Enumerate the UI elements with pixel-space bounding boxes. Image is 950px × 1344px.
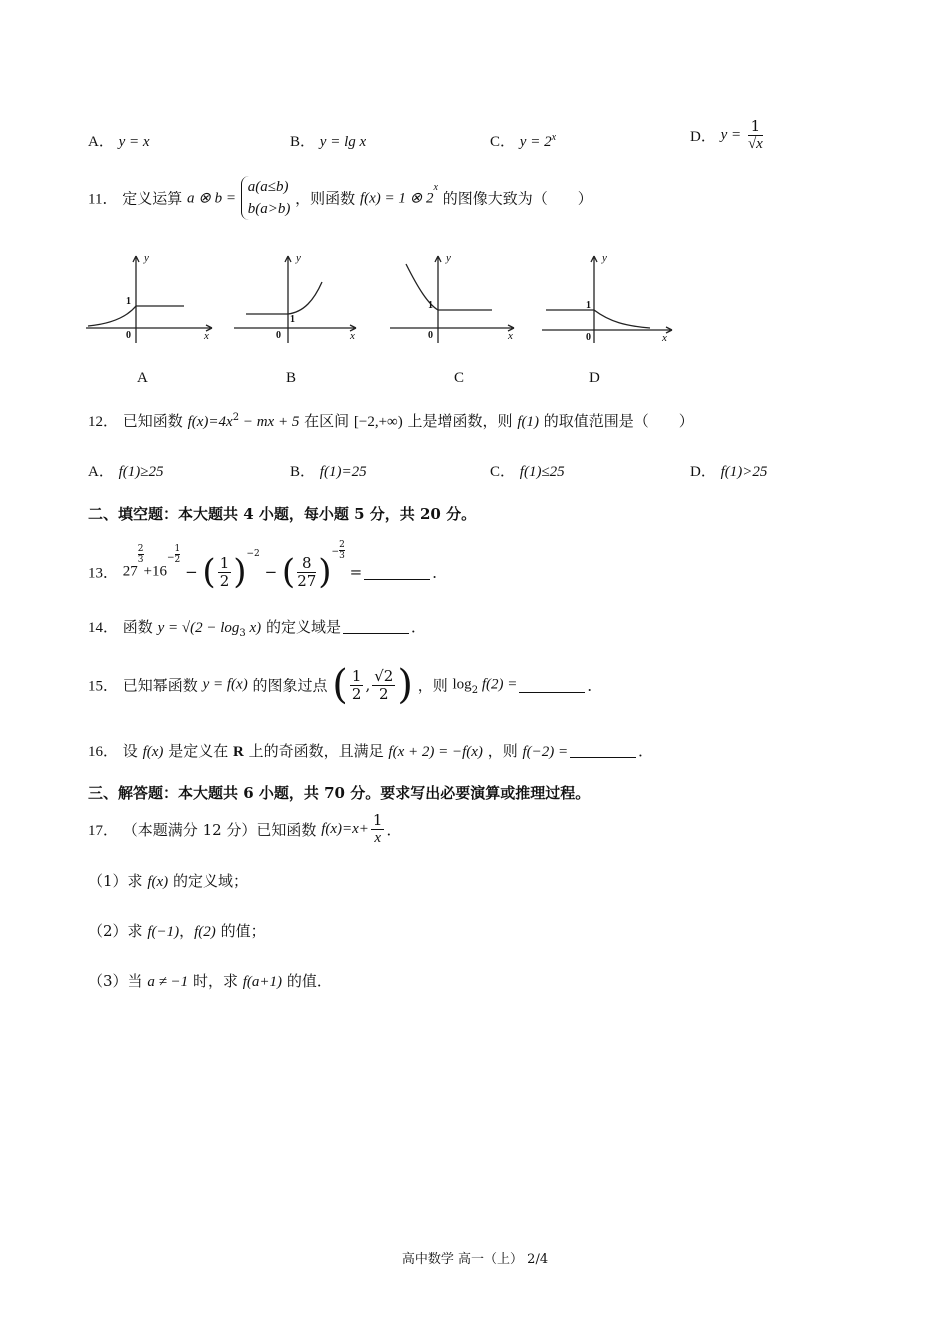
q10-option-d <box>690 118 765 153</box>
exponent: 2 <box>232 412 240 423</box>
right-paren: ) <box>397 662 413 708</box>
origin-label: 0 <box>428 330 433 341</box>
question-14 <box>88 616 426 639</box>
question-text: 已知函数 <box>122 412 183 430</box>
piecewise-brace <box>241 176 291 220</box>
part-label: （1）求 <box>88 872 143 890</box>
fraction-denominator: 2 <box>379 684 389 703</box>
section-heading-fill-in: 二、填空题：本大题共 4 小题，每小题 5 分，共 20 分。 <box>88 505 477 523</box>
option-label: D． <box>690 464 716 480</box>
period: ． <box>587 676 603 695</box>
period: ． <box>410 618 426 636</box>
function-expr-rest: − mx + 5 <box>239 414 300 430</box>
real-set-symbol: R <box>233 744 244 760</box>
question-11 <box>88 176 593 220</box>
period: ． <box>432 563 448 582</box>
fraction-denominator: 2 <box>219 571 230 590</box>
function-value-expr: f(−2) = <box>522 744 569 760</box>
question-text: ，则函数 <box>295 189 356 208</box>
exponent-fraction <box>175 544 181 565</box>
question-number: 11． <box>88 191 118 208</box>
log-base: 3 <box>239 628 246 639</box>
interval-expr: [−2,+∞) <box>353 414 403 430</box>
function-value-expr: f(−1) <box>147 924 180 940</box>
exponent-denominator: 2 <box>174 555 181 565</box>
piecewise-case-2: b(a>b) <box>247 201 291 217</box>
question-12 <box>88 410 694 431</box>
fraction-denominator: √x <box>747 136 763 152</box>
minus-sign: − <box>185 563 198 581</box>
fraction <box>371 812 385 847</box>
question-text: （本题满分 12 分）已知函数 <box>122 821 317 839</box>
answer-blank[interactable] <box>570 743 636 758</box>
q11-graphs <box>84 248 684 348</box>
fraction-denominator: 2 <box>351 684 362 703</box>
fraction-denominator: 27 <box>297 571 317 590</box>
q10-option-a <box>88 130 150 151</box>
part-text: 的值． <box>286 972 332 990</box>
function-expr: f(x)=x+ <box>321 821 369 837</box>
function-expr: y = √(2 − log <box>157 620 240 636</box>
origin-label: 0 <box>276 330 281 341</box>
exponent-denominator: 3 <box>137 555 144 565</box>
option-label: C． <box>490 134 516 150</box>
fraction-numerator: √2 <box>374 666 394 685</box>
question-text: 设 <box>122 742 138 760</box>
fraction-numerator: 1 <box>748 118 763 136</box>
question-text: 在区间 <box>304 412 350 430</box>
question-text: 已知幂函数 <box>122 676 198 695</box>
tick-label-1: 1 <box>428 300 433 311</box>
question-text: ，则 <box>487 742 518 760</box>
section-heading-solutions: 三、解答题：本大题共 6 小题，共 70 分。要求写出必要演算或推理过程。 <box>88 784 591 802</box>
option-expr: f(1)>25 <box>720 464 768 480</box>
question-number: 14． <box>88 620 119 636</box>
function-expr: f(x) <box>147 874 169 890</box>
fraction <box>372 668 395 703</box>
function-exponent: x <box>433 182 438 193</box>
log-expr: log <box>452 676 472 693</box>
fraction <box>218 555 232 590</box>
function-value-expr: f(2) <box>194 924 216 940</box>
answer-blank[interactable] <box>364 565 430 580</box>
question-text: 的图像大致为（ ） <box>442 189 593 208</box>
exponent-numerator: 2 <box>339 540 345 550</box>
q12-option-d <box>690 460 767 481</box>
axis-label-y: y <box>602 252 607 264</box>
graph-b <box>234 256 356 343</box>
axis-label-x: x <box>662 332 667 344</box>
fraction-denominator: x <box>374 830 382 846</box>
option-label: A． <box>88 134 114 150</box>
graph-d <box>542 256 672 343</box>
option-label: A． <box>88 464 114 480</box>
function-expr-rest: x) <box>245 620 262 636</box>
part-label: （2）求 <box>88 922 143 940</box>
origin-label: 0 <box>586 332 591 343</box>
function-value-expr: f(2) = <box>478 676 518 693</box>
condition-expr: f(x + 2) = −f(x) <box>388 744 483 760</box>
question-text: 上是增函数，则 <box>407 412 513 430</box>
graph-label-c: C <box>454 370 465 386</box>
graph-c <box>390 256 514 343</box>
part-text: 的定义域； <box>172 872 248 890</box>
function-value-expr: f(a+1) <box>242 974 283 990</box>
option-label: D． <box>690 129 716 145</box>
condition-expr: a ≠ −1 <box>147 974 189 990</box>
part-text: 的值； <box>220 922 266 940</box>
question-text: 上的奇函数，且满足 <box>248 742 384 760</box>
question-number: 16． <box>88 744 119 760</box>
option-expr: f(1)≤25 <box>519 464 565 480</box>
question-number: 17． <box>88 823 119 839</box>
graph-label-d: D <box>589 370 600 386</box>
function-value-expr: f(1) <box>517 414 539 430</box>
function-expr: f(x) = 1 ⊗ 2 <box>359 190 434 207</box>
function-expr: f(x)=4x <box>187 414 233 430</box>
option-label: B． <box>290 134 316 150</box>
tick-label-1: 1 <box>586 300 591 311</box>
q10-option-c <box>490 130 556 151</box>
exponent-fraction <box>339 540 345 561</box>
q12-option-a <box>88 460 164 481</box>
exponent-sign: − <box>167 553 175 563</box>
option-fraction <box>748 118 763 153</box>
period: ． <box>386 821 402 839</box>
option-label: B． <box>290 464 316 480</box>
question-16 <box>88 740 653 761</box>
answer-blank[interactable] <box>343 619 409 634</box>
q17-part-3 <box>88 970 332 991</box>
question-number: 15． <box>88 678 119 695</box>
part-text: 时，求 <box>192 972 238 990</box>
axis-label-x: x <box>508 330 513 342</box>
base-16: +16 <box>143 563 167 580</box>
exponent-denominator: 3 <box>339 551 345 561</box>
right-paren: ) <box>233 552 247 592</box>
question-13 <box>88 540 447 592</box>
question-text: 是定义在 <box>168 742 229 760</box>
fraction-numerator: 1 <box>372 811 383 829</box>
graph-label-a: A <box>137 370 148 386</box>
fraction-numerator: 1 <box>351 666 362 685</box>
exponent-sign: − <box>331 547 340 557</box>
q12-option-b <box>290 460 367 481</box>
q17-part-1 <box>88 870 248 891</box>
question-number: 13． <box>88 565 119 582</box>
question-text: 函数 <box>122 618 153 636</box>
question-text: 定义运算 <box>122 189 183 208</box>
graph-label-b: B <box>286 370 297 386</box>
question-text: ，则 <box>417 676 448 695</box>
axis-label-y: y <box>446 252 451 264</box>
fraction-numerator: 8 <box>297 555 316 573</box>
graph-a <box>86 256 212 343</box>
fraction <box>297 555 316 590</box>
option-expr: y = lg x <box>319 134 367 150</box>
axis-label-y: y <box>296 252 301 264</box>
question-text: 的定义域是 <box>265 618 341 636</box>
question-text: 的取值范围是（ ） <box>543 412 694 430</box>
page-footer: 高中数学 高一（上） 2/4 <box>401 1252 549 1267</box>
axis-label-x: x <box>204 330 209 342</box>
function-expr: f(x) <box>142 744 164 760</box>
log-base: 2 <box>471 685 479 696</box>
operation-expr: a ⊗ b = <box>187 190 236 207</box>
option-expr: f(1)≥25 <box>118 464 164 480</box>
axis-label-y: y <box>144 252 149 264</box>
option-label: C． <box>490 464 516 480</box>
option-expr: f(1)=25 <box>319 464 367 480</box>
exponent: −2 <box>246 549 260 559</box>
fraction-numerator: 1 <box>219 553 230 572</box>
origin-label: 0 <box>126 330 131 341</box>
axis-label-x: x <box>350 330 355 342</box>
left-paren: ( <box>332 662 348 708</box>
fraction <box>350 668 364 703</box>
left-paren: ( <box>202 552 216 592</box>
tick-label-1: 1 <box>126 296 131 307</box>
q17-part-2 <box>88 920 266 941</box>
q10-option-b <box>290 130 366 151</box>
exponent-numerator: 1 <box>174 544 181 554</box>
left-paren: ( <box>281 552 296 592</box>
exponent-numerator: 2 <box>137 544 144 554</box>
separator: ， <box>179 922 195 940</box>
part-label: （3）当 <box>88 972 143 990</box>
option-expr: y = x <box>118 134 150 150</box>
question-15: 15． 已知幂函数 y = f(x) 的图象过点 ( $\frac{1}{2}$ , $\frac{√2}{2}$ ) ，则 $\log_2 f(2)$ = ． <box>88 662 603 708</box>
option-expr: y = 2 <box>519 134 552 150</box>
question-text: 的图象过点 <box>252 676 328 695</box>
option-exponent: x <box>551 132 557 143</box>
question-17 <box>88 812 401 847</box>
q12-option-c <box>490 460 565 481</box>
tick-label-1: 1 <box>290 314 295 325</box>
base-27: 27 <box>122 563 138 580</box>
function-expr: y = f(x) <box>202 676 248 693</box>
period: ． <box>638 742 654 760</box>
question-number: 12． <box>88 414 119 430</box>
exponent-fraction <box>138 544 144 565</box>
minus-sign: − <box>264 563 278 581</box>
answer-blank[interactable] <box>519 678 585 693</box>
option-expr: y = <box>720 127 742 143</box>
right-paren: ) <box>318 552 332 592</box>
piecewise-case-1: a(a≤b) <box>247 179 289 195</box>
equals-sign: = <box>349 563 363 581</box>
